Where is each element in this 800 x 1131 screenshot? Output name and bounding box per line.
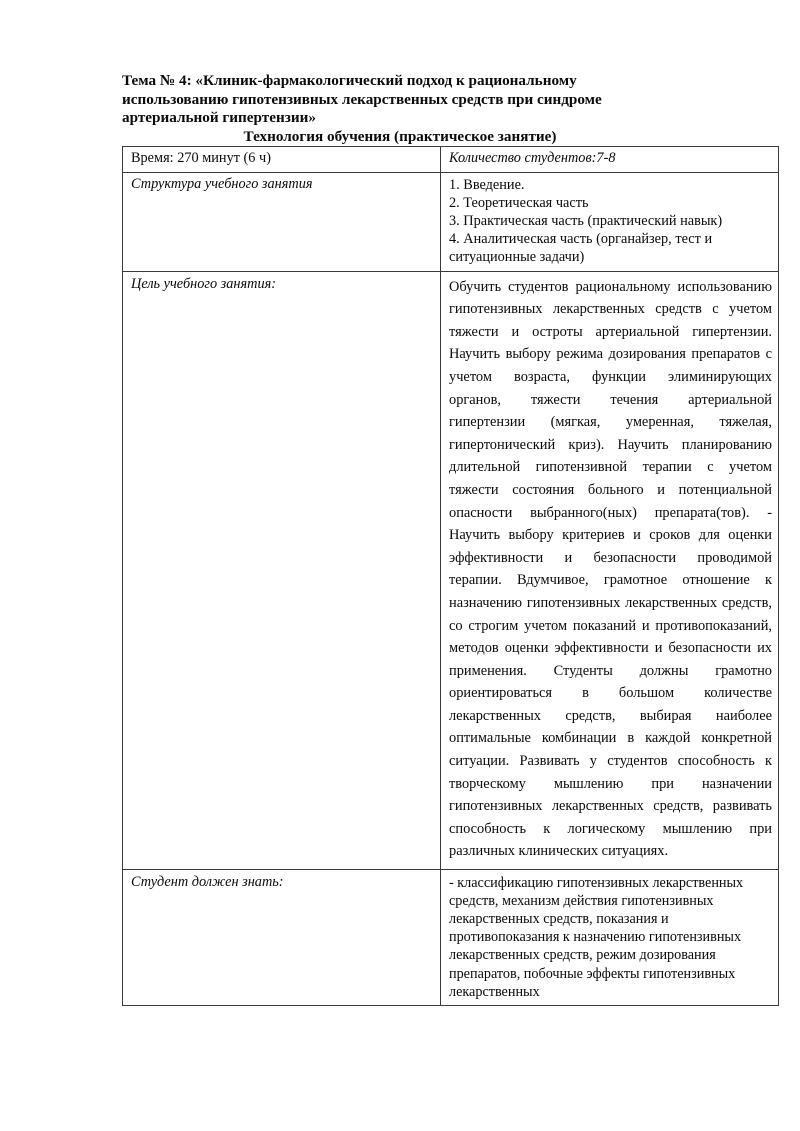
heading-line-2: гипотензивных лекарственных средств при синдроме артериальной гипертензии» — [122, 90, 602, 127]
goal-paragraph: Обучить студентов рациональному использованию гипотензивных лекарственных средств с учетом тяжести и остроты артериальной гипертензии. Научить выбору режима дозирования препаратов с учетом возраста, функции элиминирующих органов, тяжести течения артериальной гипертензии (мягкая, умеренная, тяжелая, гипертонический криз). Научить планированию длительной гипотензивной терапии с учетом тяжести состояния больного и потенциальной опасности выбранного(ных) препарата(тов). - Научить выбору критериев и сроков для оценки эффективности и безопасности проводимой терапии. Вдумчивое, грамотное отношение к назначению гипотензивных лекарственных средств, со строгим учетом показаний и противопоказаний, методов оценки эффективности и безопасности их применения. Студенты должны грамотно ориентироваться в большом количестве лекарственных средств, выбирая наиболее оптимальные комбинации в каждой конкретной ситуации. Развивать у студентов способность к творческому мышлению при назначении гипотензивных лекарственных средств, развивать способность к логическому мышлению при различных клинических ситуациях. — [449, 278, 772, 860]
list-item: 4. Аналитическая часть (органайзер, тест и — [449, 231, 713, 248]
structure-list — [449, 176, 772, 267]
document-heading — [122, 72, 678, 146]
lesson-technology-table — [122, 146, 779, 1006]
lesson-table-container — [122, 146, 778, 1006]
list-item: 2. Теоретическая часть — [449, 194, 589, 211]
cell-structure-items — [441, 172, 779, 271]
must-know-paragraph: - классификацию гипотензивных лекарственных средств, механизм действия гипотензивных лекарственных средств, показания и противопоказания к назначению гипотензивных лекарственных средств, режим дозирования препаратов, побочные эффекты гипотензивных лекарственных — [449, 875, 744, 1000]
list-item: ситуационные задачи) — [449, 249, 585, 266]
cell-goal-label: Цель учебного занятия: — [123, 271, 441, 869]
cell-must-know-label: Студент должен знать: — [123, 870, 441, 1006]
cell-time-label: Время: 270 минут (6 ч) — [123, 147, 441, 173]
list-item: 1. Введение. — [449, 176, 525, 193]
cell-structure-label: Структура учебного занятия — [123, 172, 441, 271]
cell-students-count: Количество студентов:7-8 — [441, 147, 779, 173]
heading-line-1: Тема № 4: «Клиник-фармакологический подход к рациональному использованию — [122, 72, 577, 108]
table-row-goal — [123, 271, 779, 869]
heading-line-3: Технология обучения (практическое занятие) — [243, 127, 557, 145]
list-item: 3. Практическая часть (практический навык) — [449, 213, 723, 229]
table-row-structure — [123, 172, 779, 271]
table-row-time — [123, 147, 779, 173]
table-row-must-know — [123, 870, 779, 1006]
cell-must-know-text — [441, 870, 779, 1006]
cell-goal-text — [441, 271, 779, 869]
